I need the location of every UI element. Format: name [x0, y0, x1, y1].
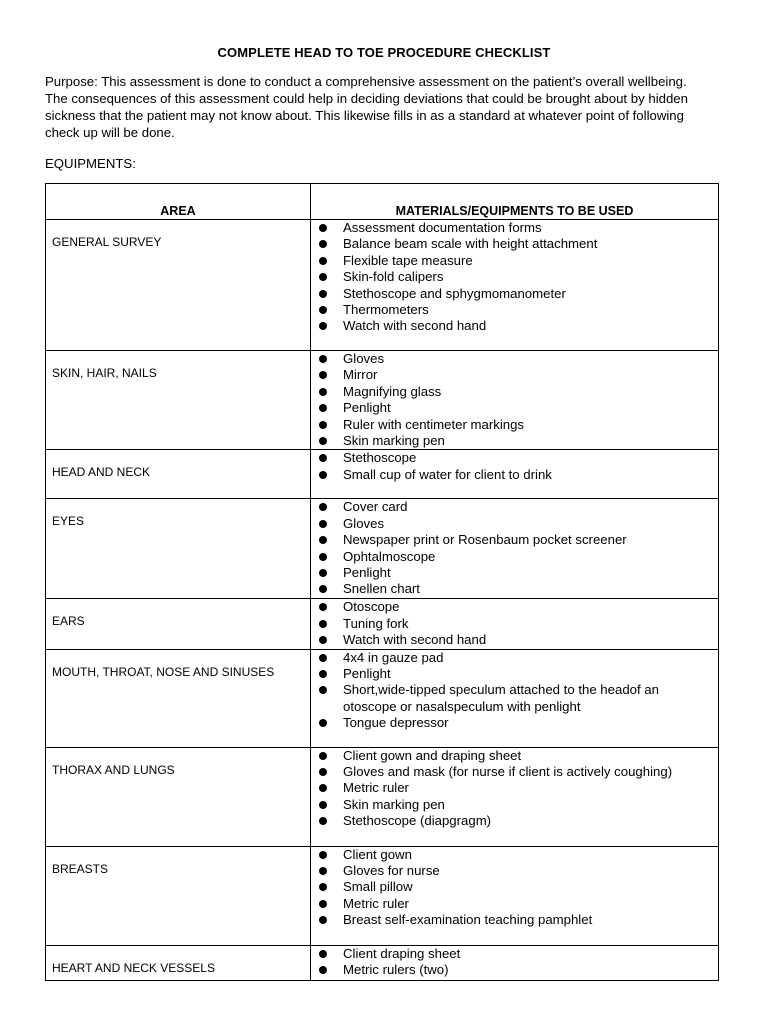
bullet-icon [319, 355, 327, 363]
list-item [311, 896, 718, 912]
bullet-icon [319, 437, 327, 445]
bullet-icon [319, 240, 327, 248]
materials-list [311, 599, 718, 648]
list-item-label: Stethoscope (diapgragm) [343, 813, 492, 829]
list-item-label: Ophtalmoscope [343, 548, 436, 564]
materials-cell [311, 499, 719, 599]
bullet-icon [319, 290, 327, 298]
bullet-icon [319, 883, 327, 891]
list-item-label: Flexible tape measure [343, 252, 473, 268]
area-cell: SKIN, HAIR, NAILS [46, 351, 311, 450]
materials-list [311, 351, 718, 449]
list-item-label: Gloves and mask (for nurse if client is actively coughing) [343, 764, 673, 780]
bullet-icon [319, 817, 327, 825]
list-item [311, 748, 718, 764]
table-row [46, 599, 719, 649]
bullet-icon [319, 520, 327, 528]
list-item-label: Newspaper print or Rosenbaum pocket screener [343, 532, 627, 548]
bullet-icon [319, 257, 327, 265]
purpose-paragraph: Purpose: This assessment is done to conduct a comprehensive assessment on the patient’s overall wellbeing. The consequences of this assessment could help in deciding deviations that could be brought about by hidden sickness that the patient may not know about. This likewise fills in as a standard at whatever point of following check up will be done. [45, 74, 688, 140]
materials-list [311, 946, 718, 979]
area-cell: BREASTS [46, 846, 311, 945]
list-item [311, 764, 718, 780]
table-row [46, 747, 719, 846]
list-item [311, 847, 718, 863]
materials-cell [311, 351, 719, 450]
bullet-icon [319, 867, 327, 875]
materials-list [311, 499, 718, 597]
materials-cell [311, 846, 719, 945]
list-item [311, 286, 718, 302]
bullet-icon [319, 916, 327, 924]
materials-cell [311, 747, 719, 846]
list-item [311, 450, 718, 466]
table-header-row [46, 184, 719, 220]
materials-cell [311, 945, 719, 980]
list-item-label: Stethoscope [343, 450, 417, 466]
list-item-label: Watch with second hand [343, 632, 487, 648]
list-item [311, 220, 718, 236]
area-cell: EARS [46, 599, 311, 649]
area-cell: GENERAL SURVEY [46, 220, 311, 351]
list-item-label: Small cup of water for client to drink [343, 466, 552, 482]
list-item-label: Metric ruler [343, 780, 409, 796]
materials-column-header: MATERIALS/EQUIPMENTS TO BE USED [311, 184, 719, 220]
list-item [311, 666, 718, 682]
list-item-label: Gloves [343, 351, 385, 366]
list-item-label: Client draping sheet [343, 945, 461, 961]
materials-list [311, 847, 718, 929]
bullet-icon [319, 454, 327, 462]
list-item-label: Watch with second hand [343, 318, 487, 334]
list-item [311, 467, 718, 483]
list-item [311, 367, 718, 383]
list-item-label: Gloves [343, 515, 385, 531]
list-item [311, 318, 718, 334]
list-item [311, 351, 718, 367]
list-item-label: Magnifying glass [343, 383, 442, 399]
bullet-icon [319, 636, 327, 644]
area-cell: EYES [46, 499, 311, 599]
materials-list [311, 450, 718, 483]
list-item-label: Short,wide-tipped speculum attached to the headof an otoscope or nasalspeculum with penlight [343, 682, 659, 714]
list-item-label: Stethoscope and sphygmomanometer [343, 285, 566, 301]
list-item [311, 400, 718, 416]
equipment-table [45, 183, 719, 981]
table-row [46, 945, 719, 980]
bullet-icon [319, 388, 327, 396]
list-item-label: Breast self-examination teaching pamphlet [343, 912, 593, 928]
list-item-label: Penlight [343, 565, 391, 581]
area-cell: HEART AND NECK VESSELS [46, 945, 311, 980]
materials-cell [311, 220, 719, 351]
bullet-icon [319, 224, 327, 232]
table-row [46, 220, 719, 351]
list-item [311, 780, 718, 796]
list-item-label: Client gown [343, 846, 412, 862]
list-item-label: Small pillow [343, 879, 413, 895]
table-row [46, 846, 719, 945]
equipments-label: EQUIPMENTS: [45, 156, 136, 171]
list-item [311, 549, 718, 565]
materials-list [311, 748, 718, 830]
list-item [311, 797, 718, 813]
list-item-label: Skin marking pen [343, 433, 445, 449]
list-item [311, 516, 718, 532]
area-cell: THORAX AND LUNGS [46, 747, 311, 846]
bullet-icon [319, 851, 327, 859]
bullet-icon [319, 503, 327, 511]
list-item-label: Metric ruler [343, 895, 409, 911]
list-item [311, 581, 718, 597]
bullet-icon [319, 768, 327, 776]
list-item-label: Tongue depressor [343, 715, 449, 731]
materials-list [311, 220, 718, 335]
bullet-icon [319, 585, 327, 593]
list-item [311, 302, 718, 318]
list-item [311, 962, 718, 978]
list-item [311, 384, 718, 400]
bullet-icon [319, 404, 327, 412]
list-item-label: Penlight [343, 666, 391, 682]
bullet-icon [319, 719, 327, 727]
list-item-label: Cover card [343, 499, 408, 515]
list-item [311, 269, 718, 285]
bullet-icon [319, 306, 327, 314]
list-item-label: Thermometers [343, 302, 429, 318]
bullet-icon [319, 471, 327, 479]
bullet-icon [319, 784, 327, 792]
list-item [311, 236, 718, 252]
bullet-icon [319, 273, 327, 281]
list-item-label: Skin marking pen [343, 796, 445, 812]
materials-cell [311, 649, 719, 747]
bullet-icon [319, 603, 327, 611]
list-item-label: Metric rulers (two) [343, 962, 449, 978]
bullet-icon [319, 966, 327, 974]
list-item [311, 632, 718, 648]
list-item-label: Client gown and draping sheet [343, 747, 522, 763]
table-row [46, 499, 719, 599]
bullet-icon [319, 569, 327, 577]
list-item [311, 813, 718, 829]
list-item [311, 565, 718, 581]
list-item [311, 863, 718, 879]
list-item-label: Ruler with centimeter markings [343, 416, 525, 432]
area-column-header: AREA [46, 184, 311, 220]
bullet-icon [319, 553, 327, 561]
list-item [311, 682, 718, 715]
bullet-icon [319, 900, 327, 908]
bullet-icon [319, 322, 327, 330]
bullet-icon [319, 950, 327, 958]
list-item [311, 499, 718, 515]
list-item [311, 650, 718, 666]
list-item [311, 253, 718, 269]
list-item [311, 946, 718, 962]
list-item [311, 417, 718, 433]
list-item-label: Otoscope [343, 599, 400, 615]
list-item [311, 912, 718, 928]
list-item-label: Gloves for nurse [343, 863, 440, 879]
list-item-label: Skin-fold calipers [343, 269, 444, 285]
list-item-label: Snellen chart [343, 581, 420, 597]
bullet-icon [319, 371, 327, 379]
list-item-label: Balance beam scale with height attachment [343, 236, 598, 252]
area-cell: MOUTH, THROAT, NOSE AND SINUSES [46, 649, 311, 747]
list-item [311, 599, 718, 615]
bullet-icon [319, 686, 327, 694]
list-item [311, 715, 718, 731]
area-cell: HEAD AND NECK [46, 450, 311, 499]
bullet-icon [319, 421, 327, 429]
bullet-icon [319, 752, 327, 760]
table-row [46, 450, 719, 499]
list-item-label: Assessment documentation forms [343, 220, 542, 235]
list-item-label: 4x4 in gauze pad [343, 649, 444, 665]
bullet-icon [319, 801, 327, 809]
list-item [311, 433, 718, 449]
list-item-label: Penlight [343, 400, 391, 416]
list-item [311, 616, 718, 632]
page-title: COMPLETE HEAD TO TOE PROCEDURE CHECKLIST [217, 45, 551, 60]
table-row [46, 351, 719, 450]
materials-list [311, 650, 718, 732]
list-item-label: Mirror [343, 367, 378, 383]
list-item [311, 879, 718, 895]
bullet-icon [319, 654, 327, 662]
list-item [311, 532, 718, 548]
bullet-icon [319, 536, 327, 544]
bullet-icon [319, 670, 327, 678]
materials-cell [311, 599, 719, 649]
bullet-icon [319, 620, 327, 628]
table-row [46, 649, 719, 747]
list-item-label: Tuning fork [343, 615, 409, 631]
materials-cell [311, 450, 719, 499]
